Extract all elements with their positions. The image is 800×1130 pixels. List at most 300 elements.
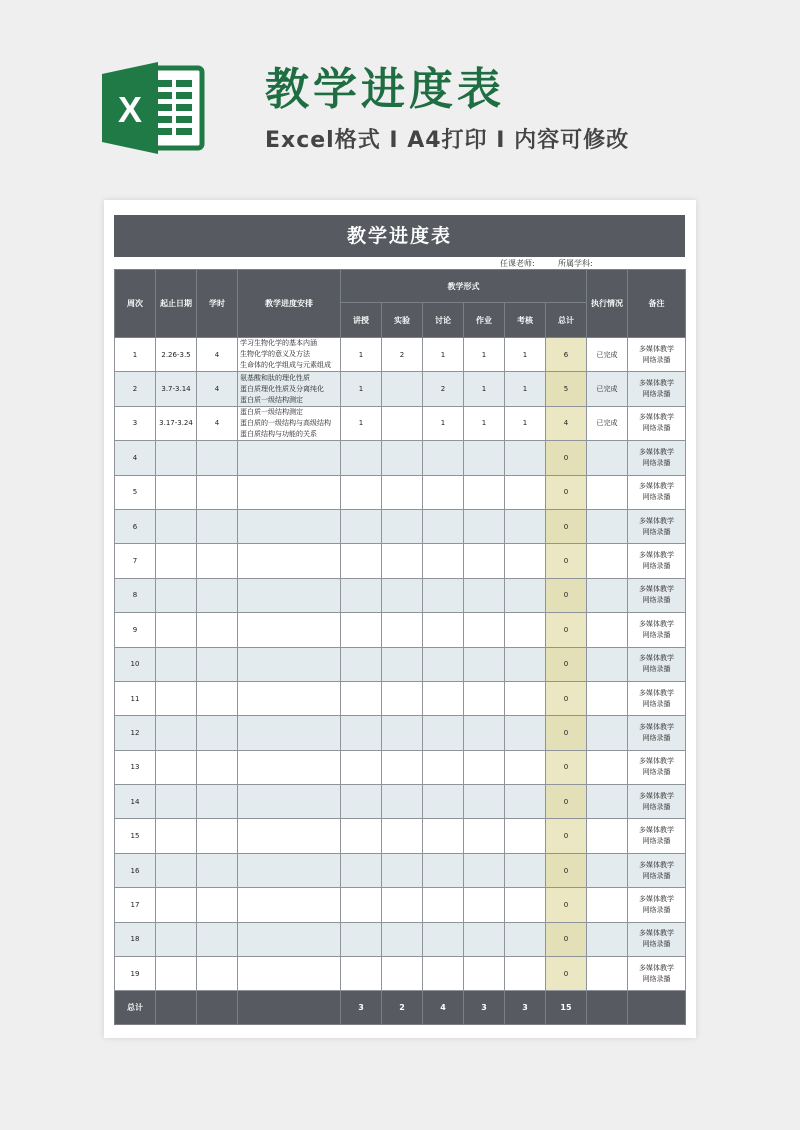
cell-exam[interactable] (505, 509, 546, 543)
cell-exam[interactable] (505, 922, 546, 956)
cell-hours[interactable] (197, 888, 238, 922)
cell-lab[interactable] (382, 853, 423, 887)
cell-dates[interactable] (156, 613, 197, 647)
cell-total[interactable]: 0 (546, 441, 587, 475)
cell-exam[interactable] (505, 441, 546, 475)
cell-lab[interactable] (382, 888, 423, 922)
table-row (115, 750, 686, 784)
cell-exam[interactable] (505, 888, 546, 922)
table-row (115, 888, 686, 922)
cell-plan[interactable] (238, 957, 341, 991)
col-lecture: 讲授 (341, 303, 382, 338)
cell-lab[interactable] (382, 785, 423, 819)
cell-total[interactable]: 0 (546, 544, 587, 578)
cell-hours[interactable] (197, 441, 238, 475)
cell-discussion[interactable] (423, 888, 464, 922)
cell-notes[interactable] (628, 441, 686, 475)
cell-homework[interactable] (464, 509, 505, 543)
cell-week[interactable]: 1 (115, 338, 156, 372)
cell-total[interactable]: 6 (546, 338, 587, 372)
cell-hours[interactable] (197, 475, 238, 509)
cell-lecture[interactable] (341, 509, 382, 543)
cell-exam[interactable] (505, 578, 546, 612)
cell-plan[interactable] (238, 544, 341, 578)
plan-line: 生物化学的意义及方法 (240, 350, 310, 359)
cell-exam[interactable] (505, 819, 546, 853)
cell-homework[interactable] (464, 957, 505, 991)
col-teaching-form: 教学形式 (341, 270, 587, 303)
cell-plan[interactable] (238, 819, 341, 853)
cell-dates[interactable]: 3.7-3.14 (156, 372, 197, 406)
cell-plan[interactable] (238, 613, 341, 647)
cell-lecture[interactable] (341, 578, 382, 612)
cell-hours[interactable] (197, 544, 238, 578)
cell-week[interactable]: 17 (115, 888, 156, 922)
cell-week[interactable]: 9 (115, 613, 156, 647)
plan-line: 蛋白质一级结构测定 (240, 395, 303, 404)
note-line: 多媒体教学 (639, 894, 674, 903)
cell-discussion[interactable] (423, 785, 464, 819)
plan-line: 蛋白质一级结构测定 (240, 407, 303, 416)
cell-lab[interactable] (382, 441, 423, 475)
cell-status[interactable]: 已完成 (587, 338, 628, 372)
cell-plan[interactable] (238, 922, 341, 956)
cell-plan[interactable] (238, 785, 341, 819)
cell-discussion[interactable] (423, 819, 464, 853)
cell-lab[interactable] (382, 819, 423, 853)
note-line: 多媒体教学 (639, 482, 674, 491)
note-line: 网络录播 (642, 596, 671, 605)
cell-total[interactable]: 0 (546, 716, 587, 750)
cell-homework[interactable] (464, 716, 505, 750)
note-line: 网络录播 (642, 527, 671, 536)
col-notes: 备注 (628, 270, 686, 338)
cell-total[interactable]: 0 (546, 509, 587, 543)
cell-hours[interactable] (197, 647, 238, 681)
cell-discussion[interactable] (423, 716, 464, 750)
cell-lecture[interactable]: 1 (341, 406, 382, 440)
cell-status[interactable]: 已完成 (587, 406, 628, 440)
cell-total[interactable]: 4 (546, 406, 587, 440)
cell-total[interactable]: 0 (546, 922, 587, 956)
cell-status[interactable] (587, 785, 628, 819)
cell-discussion[interactable] (423, 544, 464, 578)
cell-discussion[interactable] (423, 681, 464, 715)
cell-homework[interactable]: 1 (464, 372, 505, 406)
note-line: 网络录播 (642, 768, 671, 777)
total-lab: 2 (382, 991, 423, 1025)
cell-status[interactable] (587, 509, 628, 543)
cell-homework[interactable] (464, 613, 505, 647)
cell-lab[interactable] (382, 922, 423, 956)
table-cell (197, 991, 238, 1025)
cell-lab[interactable] (382, 406, 423, 440)
cell-lecture[interactable]: 1 (341, 338, 382, 372)
cell-discussion[interactable] (423, 922, 464, 956)
cell-week[interactable]: 3 (115, 406, 156, 440)
cell-dates[interactable] (156, 475, 197, 509)
cell-status[interactable] (587, 681, 628, 715)
cell-hours[interactable] (197, 785, 238, 819)
cell-homework[interactable] (464, 819, 505, 853)
cell-plan[interactable] (238, 853, 341, 887)
cell-hours[interactable] (197, 922, 238, 956)
cell-dates[interactable] (156, 785, 197, 819)
cell-lab[interactable] (382, 681, 423, 715)
cell-notes[interactable] (628, 888, 686, 922)
cell-total[interactable]: 0 (546, 613, 587, 647)
cell-dates[interactable] (156, 716, 197, 750)
cell-homework[interactable] (464, 922, 505, 956)
cell-homework[interactable]: 1 (464, 338, 505, 372)
table-cell (156, 991, 197, 1025)
cell-dates[interactable]: 3.17-3.24 (156, 406, 197, 440)
cell-discussion[interactable] (423, 509, 464, 543)
cell-total[interactable]: 5 (546, 372, 587, 406)
note-line: 多媒体教学 (639, 860, 674, 869)
cell-dates[interactable] (156, 441, 197, 475)
cell-discussion[interactable]: 2 (423, 372, 464, 406)
cell-total[interactable]: 0 (546, 853, 587, 887)
cell-total[interactable]: 0 (546, 647, 587, 681)
cell-week[interactable]: 14 (115, 785, 156, 819)
cell-plan[interactable] (238, 888, 341, 922)
table-row (115, 647, 686, 681)
cell-exam[interactable] (505, 544, 546, 578)
cell-lecture[interactable] (341, 750, 382, 784)
cell-plan[interactable] (238, 716, 341, 750)
cell-total[interactable]: 0 (546, 785, 587, 819)
cell-discussion[interactable]: 1 (423, 338, 464, 372)
cell-lecture[interactable] (341, 647, 382, 681)
cell-week[interactable]: 7 (115, 544, 156, 578)
cell-dates[interactable] (156, 544, 197, 578)
cell-lab[interactable]: 2 (382, 338, 423, 372)
cell-lecture[interactable] (341, 888, 382, 922)
cell-status[interactable]: 已完成 (587, 372, 628, 406)
cell-plan[interactable] (238, 475, 341, 509)
cell-status[interactable] (587, 716, 628, 750)
cell-notes[interactable] (628, 681, 686, 715)
cell-hours[interactable] (197, 853, 238, 887)
note-line: 网络录播 (642, 424, 671, 433)
note-line: 网络录播 (642, 665, 671, 674)
cell-homework[interactable]: 1 (464, 406, 505, 440)
note-line: 网络录播 (642, 699, 671, 708)
cell-dates[interactable] (156, 509, 197, 543)
cell-homework[interactable] (464, 647, 505, 681)
cell-notes[interactable] (628, 475, 686, 509)
cell-status[interactable] (587, 475, 628, 509)
cell-exam[interactable] (505, 750, 546, 784)
cell-week[interactable]: 19 (115, 957, 156, 991)
cell-homework[interactable] (464, 853, 505, 887)
cell-lecture[interactable] (341, 441, 382, 475)
cell-dates[interactable] (156, 750, 197, 784)
cell-notes[interactable] (628, 716, 686, 750)
note-line: 多媒体教学 (639, 619, 674, 628)
cell-lecture[interactable] (341, 681, 382, 715)
cell-dates[interactable] (156, 578, 197, 612)
cell-notes[interactable] (628, 647, 686, 681)
col-week: 周次 (115, 270, 156, 338)
cell-week[interactable]: 8 (115, 578, 156, 612)
cell-lab[interactable] (382, 750, 423, 784)
table-row (115, 475, 686, 509)
cell-discussion[interactable] (423, 750, 464, 784)
svg-text:X: X (117, 89, 143, 130)
cell-homework[interactable] (464, 681, 505, 715)
cell-total[interactable]: 0 (546, 819, 587, 853)
cell-hours[interactable] (197, 750, 238, 784)
cell-dates[interactable] (156, 819, 197, 853)
cell-lab[interactable] (382, 372, 423, 406)
cell-status[interactable] (587, 578, 628, 612)
cell-lecture[interactable] (341, 544, 382, 578)
cell-hours[interactable]: 4 (197, 372, 238, 406)
cell-homework[interactable] (464, 441, 505, 475)
note-line: 多媒体教学 (639, 929, 674, 938)
cell-lecture[interactable] (341, 819, 382, 853)
cell-total[interactable]: 0 (546, 957, 587, 991)
cell-plan[interactable] (238, 647, 341, 681)
cell-dates[interactable]: 2.26-3.5 (156, 338, 197, 372)
table-row (115, 509, 686, 543)
note-line: 多媒体教学 (639, 344, 674, 353)
note-line: 多媒体教学 (639, 516, 674, 525)
col-lab: 实验 (382, 303, 423, 338)
table-row (115, 441, 686, 475)
cell-total[interactable]: 0 (546, 681, 587, 715)
cell-lecture[interactable] (341, 785, 382, 819)
cell-week[interactable]: 11 (115, 681, 156, 715)
cell-exam[interactable]: 1 (505, 406, 546, 440)
cell-discussion[interactable] (423, 647, 464, 681)
cell-dates[interactable] (156, 681, 197, 715)
cell-status[interactable] (587, 819, 628, 853)
cell-exam[interactable] (505, 853, 546, 887)
cell-notes[interactable] (628, 853, 686, 887)
cell-lecture[interactable] (341, 957, 382, 991)
cell-homework[interactable] (464, 578, 505, 612)
col-dates: 起止日期 (156, 270, 197, 338)
cell-notes[interactable] (628, 578, 686, 612)
cell-week[interactable]: 4 (115, 441, 156, 475)
note-line: 网络录播 (642, 802, 671, 811)
cell-homework[interactable] (464, 475, 505, 509)
cell-exam[interactable] (505, 957, 546, 991)
note-line: 网络录播 (642, 390, 671, 399)
cell-status[interactable] (587, 441, 628, 475)
cell-exam[interactable]: 1 (505, 338, 546, 372)
cell-hours[interactable]: 4 (197, 406, 238, 440)
note-line: 多媒体教学 (639, 447, 674, 456)
note-line: 网络录播 (642, 905, 671, 914)
cell-exam[interactable] (505, 785, 546, 819)
table-cell (587, 991, 628, 1025)
note-line: 多媒体教学 (639, 826, 674, 835)
cell-exam[interactable] (505, 613, 546, 647)
col-status: 执行情况 (587, 270, 628, 338)
cell-discussion[interactable] (423, 853, 464, 887)
cell-plan[interactable] (238, 441, 341, 475)
note-line: 网络录播 (642, 974, 671, 983)
cell-plan[interactable] (238, 509, 341, 543)
cell-dates[interactable] (156, 647, 197, 681)
cell-plan[interactable] (238, 372, 341, 406)
table-row (115, 338, 686, 372)
table-row (115, 785, 686, 819)
cell-lecture[interactable]: 1 (341, 372, 382, 406)
cell-notes[interactable] (628, 406, 686, 440)
cell-discussion[interactable] (423, 613, 464, 647)
table-row (115, 544, 686, 578)
cell-notes[interactable] (628, 750, 686, 784)
note-line: 多媒体教学 (639, 379, 674, 388)
cell-homework[interactable] (464, 785, 505, 819)
cell-notes[interactable] (628, 819, 686, 853)
cell-plan[interactable] (238, 338, 341, 372)
cell-hours[interactable] (197, 681, 238, 715)
cell-notes[interactable] (628, 509, 686, 543)
cell-week[interactable]: 12 (115, 716, 156, 750)
table-row (115, 922, 686, 956)
cell-hours[interactable] (197, 957, 238, 991)
note-line: 多媒体教学 (639, 585, 674, 594)
plan-line: 学习生物化学的基本内涵 (240, 339, 317, 348)
cell-lab[interactable] (382, 509, 423, 543)
cell-lab[interactable] (382, 957, 423, 991)
cell-discussion[interactable] (423, 441, 464, 475)
cell-notes[interactable] (628, 338, 686, 372)
total-sum: 15 (546, 991, 587, 1025)
note-line: 多媒体教学 (639, 413, 674, 422)
cell-notes[interactable] (628, 922, 686, 956)
cell-week[interactable]: 16 (115, 853, 156, 887)
table-row (115, 853, 686, 887)
excel-logo-icon (100, 60, 210, 155)
cell-exam[interactable] (505, 475, 546, 509)
cell-status[interactable] (587, 957, 628, 991)
cell-week[interactable]: 5 (115, 475, 156, 509)
table-row (115, 716, 686, 750)
note-line: 网络录播 (642, 493, 671, 502)
cell-notes[interactable] (628, 372, 686, 406)
cell-discussion[interactable] (423, 957, 464, 991)
cell-hours[interactable] (197, 509, 238, 543)
cell-lecture[interactable] (341, 716, 382, 750)
cell-hours[interactable] (197, 819, 238, 853)
cell-status[interactable] (587, 922, 628, 956)
cell-plan[interactable] (238, 406, 341, 440)
cell-hours[interactable] (197, 578, 238, 612)
cell-week[interactable]: 10 (115, 647, 156, 681)
note-line: 多媒体教学 (639, 791, 674, 800)
cell-week[interactable]: 2 (115, 372, 156, 406)
cell-plan[interactable] (238, 578, 341, 612)
cell-exam[interactable] (505, 716, 546, 750)
cell-discussion[interactable] (423, 475, 464, 509)
cell-lecture[interactable] (341, 922, 382, 956)
cell-plan[interactable] (238, 750, 341, 784)
cell-discussion[interactable]: 1 (423, 406, 464, 440)
cell-status[interactable] (587, 544, 628, 578)
cell-status[interactable] (587, 613, 628, 647)
sheet-title: 教学进度表 (114, 215, 685, 257)
plan-line: 蛋白质的一级结构与高级结构 (240, 418, 331, 427)
cell-hours[interactable] (197, 613, 238, 647)
cell-week[interactable]: 6 (115, 509, 156, 543)
cell-total[interactable]: 0 (546, 578, 587, 612)
cell-total[interactable]: 0 (546, 888, 587, 922)
cell-notes[interactable] (628, 613, 686, 647)
note-line: 网络录播 (642, 871, 671, 880)
cell-lecture[interactable] (341, 475, 382, 509)
cell-lab[interactable] (382, 716, 423, 750)
col-plan: 教学进度安排 (238, 270, 341, 338)
cell-homework[interactable] (464, 750, 505, 784)
cell-hours[interactable]: 4 (197, 338, 238, 372)
cell-plan[interactable] (238, 681, 341, 715)
cell-notes[interactable] (628, 957, 686, 991)
cell-exam[interactable]: 1 (505, 372, 546, 406)
cell-homework[interactable] (464, 888, 505, 922)
cell-status[interactable] (587, 750, 628, 784)
note-line: 网络录播 (642, 837, 671, 846)
note-line: 多媒体教学 (639, 688, 674, 697)
cell-notes[interactable] (628, 544, 686, 578)
cell-notes[interactable] (628, 785, 686, 819)
cell-homework[interactable] (464, 544, 505, 578)
plan-line: 生命体的化学组成与元素组成 (240, 361, 331, 370)
cell-lecture[interactable] (341, 613, 382, 647)
cell-total[interactable]: 0 (546, 475, 587, 509)
cell-week[interactable]: 15 (115, 819, 156, 853)
col-hours: 学时 (197, 270, 238, 338)
plan-line: 蛋白质结构与功能的关系 (240, 429, 317, 438)
total-exam: 3 (505, 991, 546, 1025)
note-line: 网络录播 (642, 940, 671, 949)
cell-discussion[interactable] (423, 578, 464, 612)
cell-lab[interactable] (382, 544, 423, 578)
cell-hours[interactable] (197, 716, 238, 750)
table-row (115, 613, 686, 647)
note-line: 网络录播 (642, 458, 671, 467)
cell-week[interactable]: 13 (115, 750, 156, 784)
cell-week[interactable]: 18 (115, 922, 156, 956)
cell-lab[interactable] (382, 475, 423, 509)
cell-lab[interactable] (382, 647, 423, 681)
cell-status[interactable] (587, 888, 628, 922)
cell-dates[interactable] (156, 853, 197, 887)
table-row (115, 578, 686, 612)
page-subtitle: Excel格式 I A4打印 I 内容可修改 (265, 128, 630, 153)
cell-dates[interactable] (156, 922, 197, 956)
table-row (115, 957, 686, 991)
table-cell (238, 991, 341, 1025)
note-line: 多媒体教学 (639, 551, 674, 560)
cell-status[interactable] (587, 853, 628, 887)
cell-lab[interactable] (382, 578, 423, 612)
cell-total[interactable]: 0 (546, 750, 587, 784)
cell-lab[interactable] (382, 613, 423, 647)
cell-dates[interactable] (156, 888, 197, 922)
cell-exam[interactable] (505, 647, 546, 681)
cell-exam[interactable] (505, 681, 546, 715)
cell-lecture[interactable] (341, 853, 382, 887)
cell-dates[interactable] (156, 957, 197, 991)
cell-status[interactable] (587, 647, 628, 681)
